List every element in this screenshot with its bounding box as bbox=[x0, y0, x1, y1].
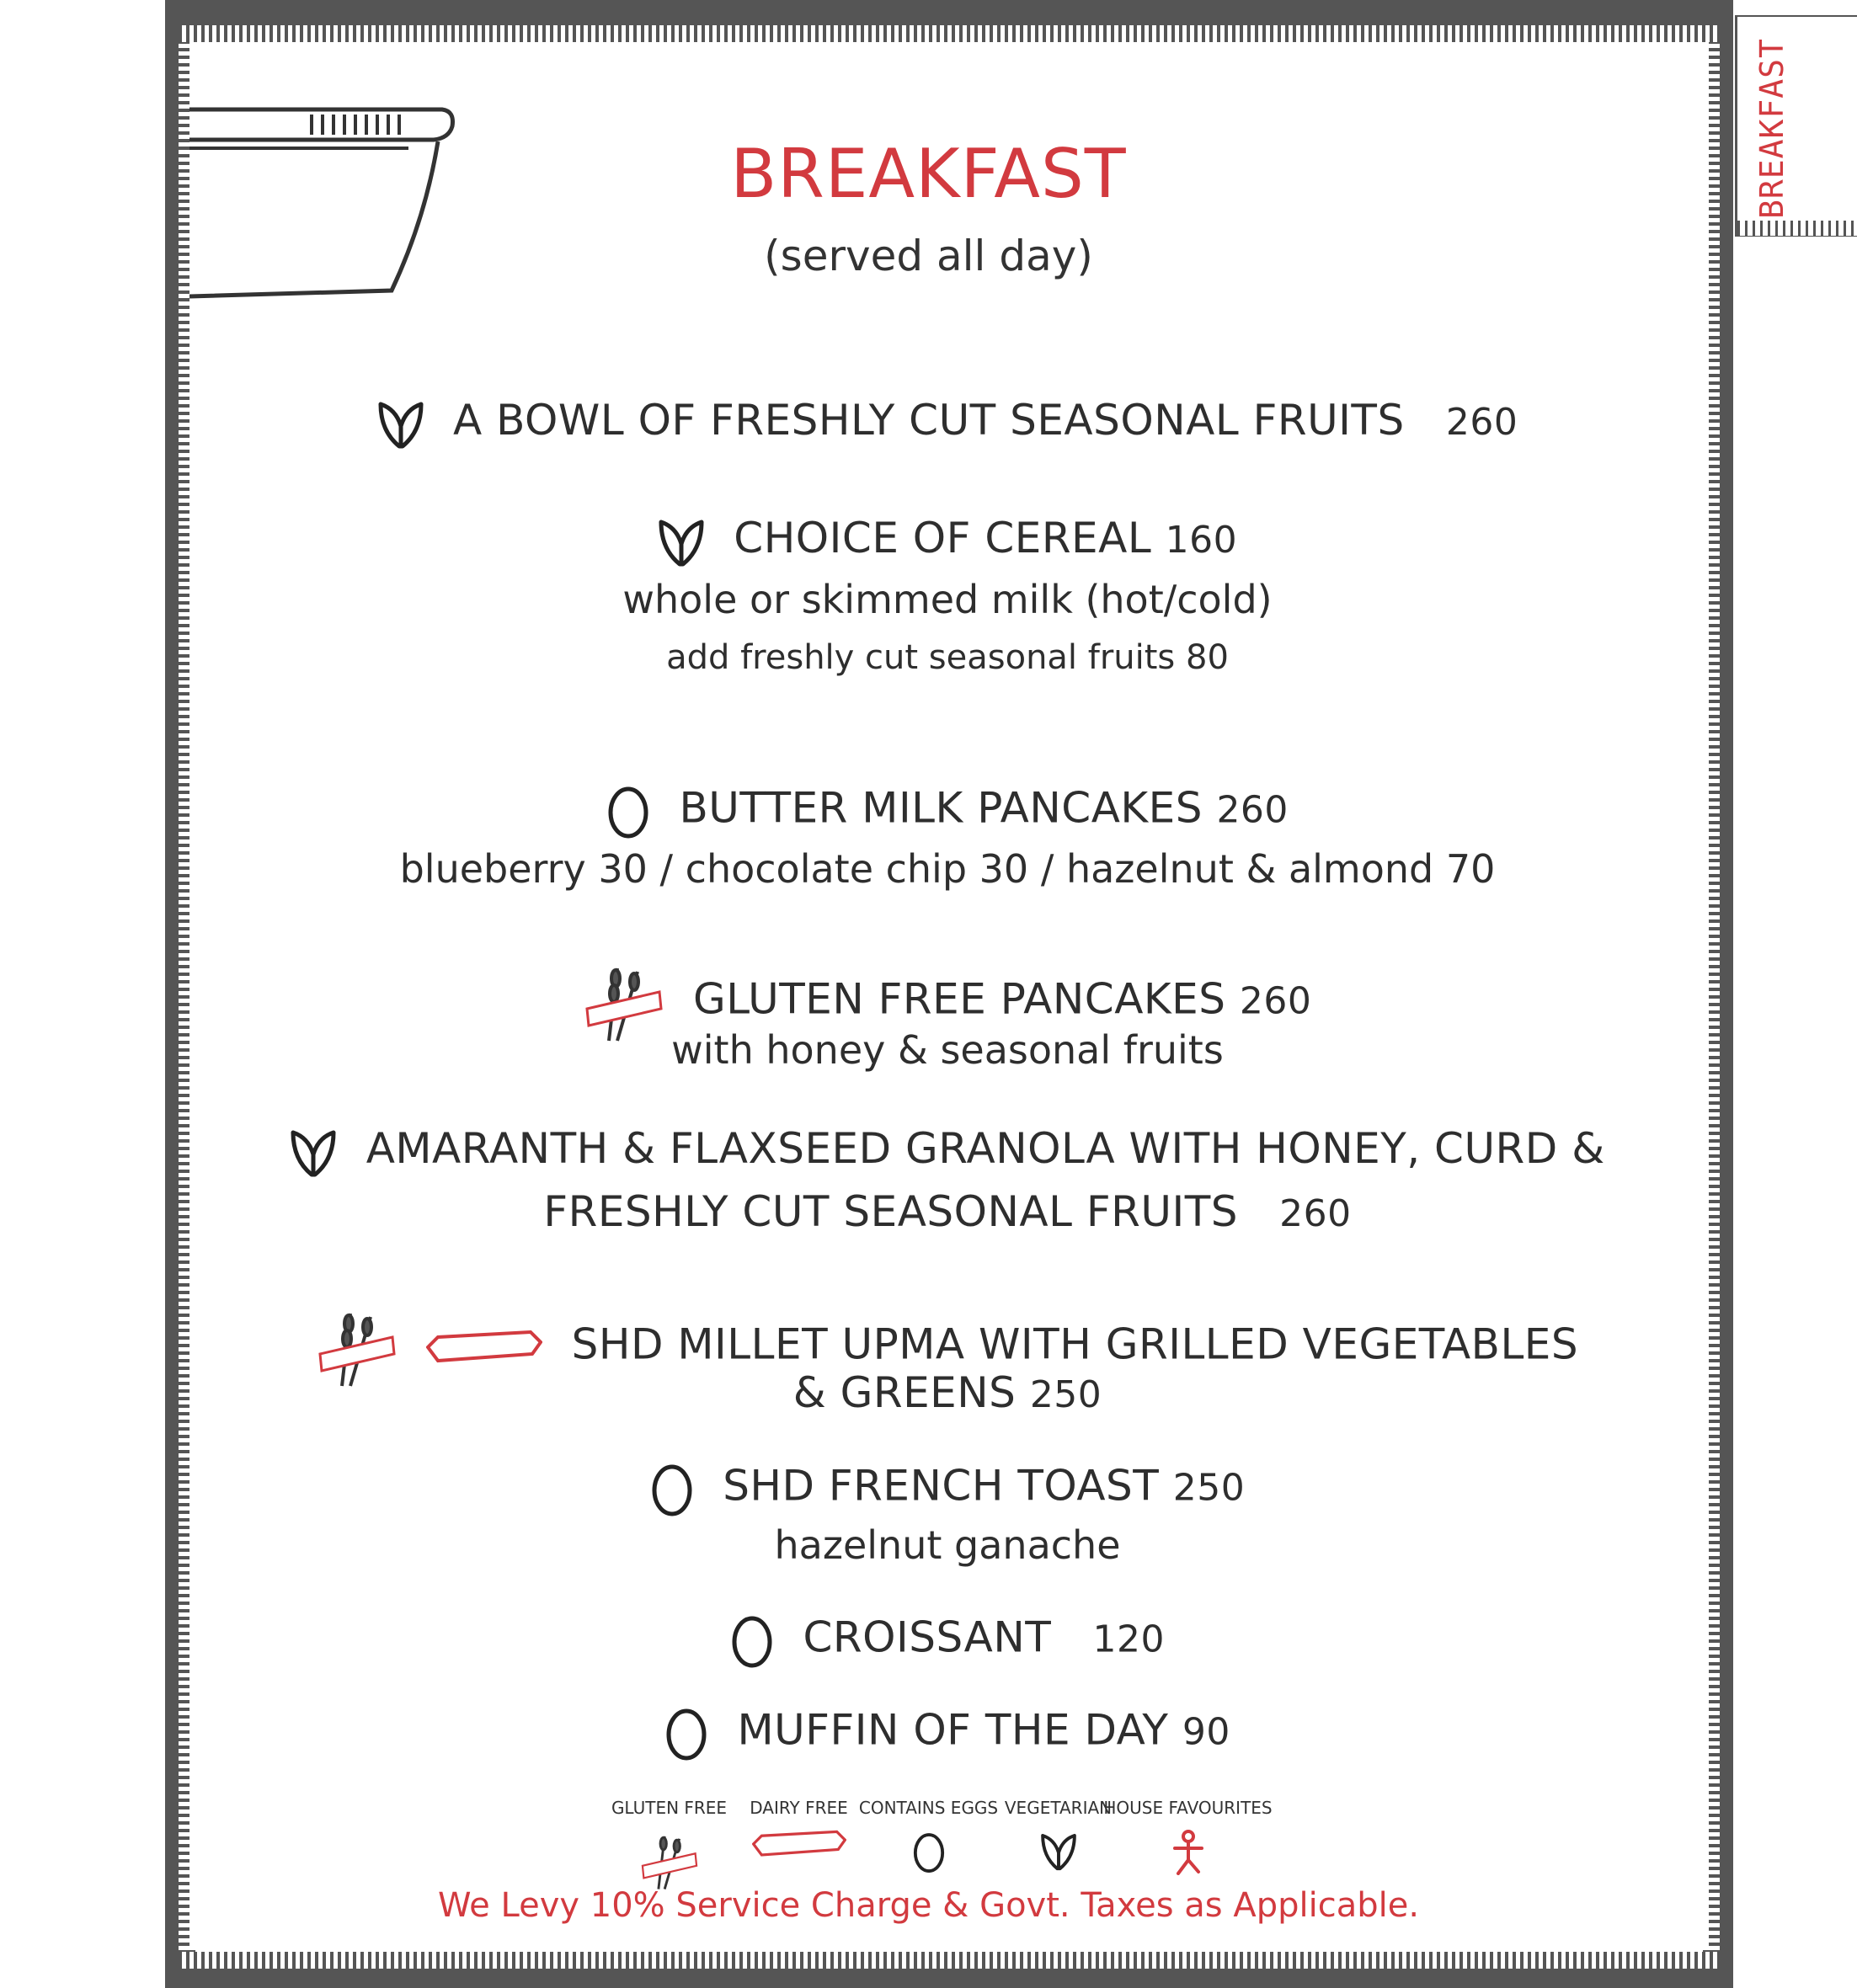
gluten-free-icon bbox=[640, 1830, 699, 1892]
item-description: whole or skimmed milk (hot/cold) bbox=[622, 577, 1273, 622]
legend-house-favourites: HOUSE FAVOURITES bbox=[1138, 1798, 1239, 1892]
footer-note: We Levy 10% Service Charge & Govt. Taxes as Applicable. bbox=[437, 1886, 1420, 1925]
item-price: 120 bbox=[1092, 1618, 1165, 1661]
egg-icon bbox=[606, 783, 650, 839]
legend bbox=[0, 1798, 1857, 1892]
item-price: 90 bbox=[1182, 1710, 1230, 1754]
item-price: 250 bbox=[1029, 1373, 1102, 1416]
dairy-free-icon bbox=[426, 1330, 542, 1364]
menu-item bbox=[0, 1461, 1857, 1516]
item-description: blueberry 30 / chocolate chip 30 / hazelnut & almond 70 bbox=[399, 846, 1496, 892]
item-name: A BOWL OF FRESHLY CUT SEASONAL FRUITS bbox=[453, 396, 1405, 445]
item-name: CHOICE OF CEREAL bbox=[734, 514, 1152, 562]
legend-gluten-free: GLUTEN FREE bbox=[619, 1798, 720, 1892]
menu-item bbox=[0, 783, 1857, 839]
vegetarian-icon bbox=[290, 1126, 337, 1178]
vegetarian-icon bbox=[1040, 1830, 1077, 1872]
item-name: AMARANTH & FLAXSEED GRANOLA WITH HONEY, CURD & bbox=[366, 1124, 1605, 1173]
item-price: 160 bbox=[1165, 519, 1238, 562]
legend-dairy-free: DAIRY FREE bbox=[749, 1798, 850, 1892]
egg-icon bbox=[650, 1461, 694, 1516]
item-name: MUFFIN OF THE DAY bbox=[737, 1705, 1169, 1755]
menu-item bbox=[0, 396, 1857, 450]
item-name: BUTTER MILK PANCAKES bbox=[679, 783, 1203, 833]
menu-item bbox=[0, 1705, 1857, 1761]
item-price: 260 bbox=[1279, 1192, 1352, 1235]
item-price: 250 bbox=[1172, 1466, 1246, 1510]
item-description: hazelnut ganache bbox=[774, 1522, 1121, 1568]
house-favourite-icon bbox=[1171, 1830, 1205, 1875]
menu-item bbox=[0, 1124, 1857, 1178]
menu-item-continued bbox=[0, 1187, 1857, 1236]
egg-icon bbox=[912, 1830, 946, 1873]
item-note: add freshly cut seasonal fruits 80 bbox=[666, 638, 1229, 677]
legend-contains-eggs: CONTAINS EGGS bbox=[878, 1798, 979, 1892]
menu-item bbox=[0, 514, 1857, 568]
item-name: GLUTEN FREE PANCAKES bbox=[693, 974, 1226, 1024]
item-name: SHD FRENCH TOAST bbox=[723, 1461, 1160, 1511]
page-title: BREAKFAST bbox=[730, 135, 1127, 213]
legend-vegetarian: VEGETARIAN bbox=[1008, 1798, 1109, 1892]
page-subtitle: (served all day) bbox=[764, 232, 1093, 280]
item-name: CROISSANT bbox=[803, 1612, 1052, 1662]
menu-item bbox=[0, 1612, 1857, 1668]
egg-icon bbox=[664, 1705, 708, 1761]
item-description: with honey & seasonal fruits bbox=[671, 1027, 1224, 1073]
egg-icon bbox=[730, 1612, 774, 1668]
menu-item-continued bbox=[0, 1368, 1857, 1417]
item-price: 260 bbox=[1239, 979, 1312, 1023]
dairy-free-icon bbox=[752, 1830, 846, 1858]
item-price: 260 bbox=[1445, 401, 1518, 444]
vegetarian-icon bbox=[377, 397, 424, 450]
item-name-line2: FRESHLY CUT SEASONAL FRUITS bbox=[543, 1187, 1238, 1236]
item-name: SHD MILLET UPMA WITH GRILLED VEGETABLES bbox=[571, 1319, 1579, 1369]
vegetarian-icon bbox=[658, 515, 705, 568]
item-price: 260 bbox=[1216, 788, 1289, 832]
item-name-line2: & GREENS bbox=[792, 1368, 1017, 1417]
section-tab-label: BREAKFAST bbox=[1753, 38, 1790, 219]
